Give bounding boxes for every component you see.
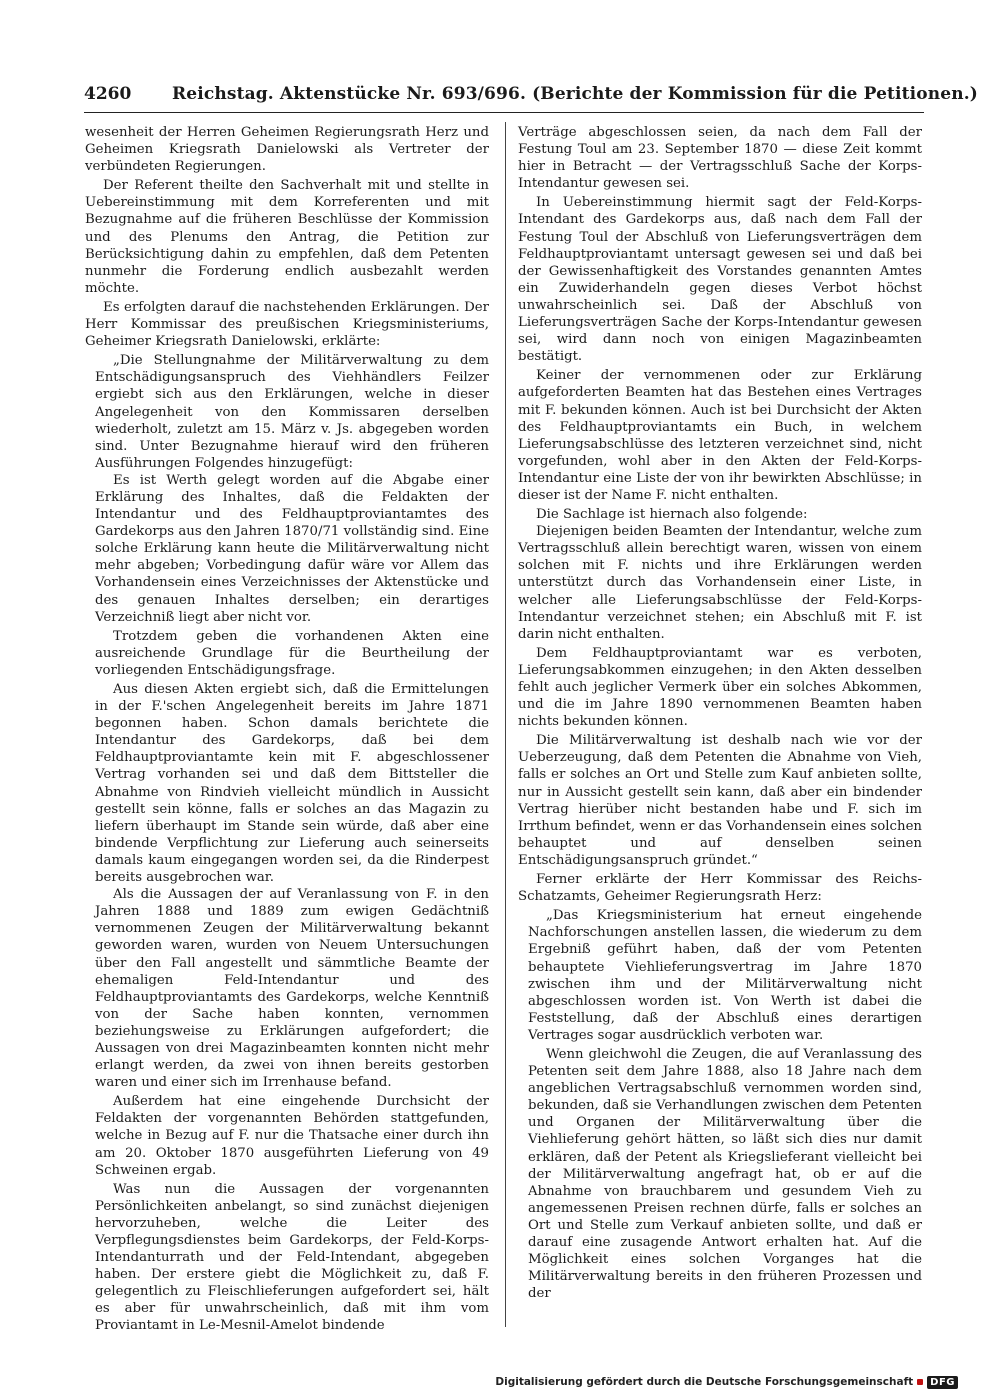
- footer-separator-icon: [917, 1379, 923, 1385]
- quoted-statement: [85, 352, 489, 1334]
- paragraph: Verträge abgeschlossen seien, da nach dem Fall der Festung Toul am 23. September 1870 — diese Zeit kommt hier in Betracht — der Vertragsschluß Sache der Korps-Intendantur gewesen sei.: [518, 125, 922, 192]
- paragraph: Es erfolgten darauf die nachstehenden Erklärungen. Der Herr Kommissar des preußischen Kriegsministeriums, Geheimer Kriegsrath Danielowski, erklärte:: [85, 299, 489, 350]
- footer-credit: [495, 1372, 958, 1392]
- paragraph: Diejenigen beiden Beamten der Intendantur, welche zum Vertragsschluß allein berechtigt waren, wissen von einem solchen mit F. nichts und ihre Erklärungen werden unterstützt durch das Vorhandensein einer Liste, in welcher alle Lieferungsabschlüsse der Feld-Korps-Intendantur verzeichnet stehen; ein Abschluß mit F. ist darin nicht enthalten.: [518, 524, 922, 642]
- paragraph: Keiner der vernommenen oder zur Erklärung aufgeforderten Beamten hat das Bestehen eines Vertrages mit F. bekunden können. Auch ist bei Durchsicht der Akten des Feldhauptproviantamts ein Buch, in welchem Lieferungsabschlüsse des letzteren verzeichnet sind, nicht vorgefunden, wohl aber in den Akten der Feld-Korps-Intendantur eine Liste der von ihr bewirkten Abschlüsse; in dieser ist der Name F. nicht enthalten.: [518, 368, 922, 503]
- paragraph: Aus diesen Akten ergiebt sich, daß die Ermittelungen in der F.'schen Angelegenheit bereits im Jahre 1871 begonnen haben. Schon damals berichtete die Intendantur des Gardekorps, daß bei dem Feldhauptproviantamte kein mit F. abgeschlossener Vertrag vorhanden sei und daß dem Bittsteller die Abnahme von Rindvieh vielleicht mündlich in Aussicht gestellt sein könne, falls er solches an das Magazin zu liefern überhaupt im Stande sein würde, daß aber eine bindende Verpflichtung zur Lieferung auch seinerseits damals kaum eingegangen worden sei, da die Rinderpest bereits ausgebrochen war.: [95, 682, 489, 886]
- paragraph: Es ist Werth gelegt worden auf die Abgabe einer Erklärung des Inhaltes, daß die Feldakten der Intendantur und des Feldhauptproviantamtes des Gardekorps aus den Jahren 1870/71 vollständig sind. Eine solche Erklärung kann heute die Militärverwaltung nicht mehr abgeben; Vorbedingung dafür wäre vor Allem das Vorhandensein eines Verzeichnisses der Aktenstücke und des genauen Inhaltes derselben; ein derartiges Verzeichniß liegt aber nicht vor.: [95, 472, 489, 625]
- paragraph: Was nun die Aussagen der vorgenannten Persönlichkeiten anbelangt, so sind zunächst diejenigen hervorzuheben, welche die Leiter des Verpflegungsdienstes beim Gardekorps, der Feld-Korps-Intendanturrath und der Feld-Intendant, abgegeben haben. Der erstere giebt die Möglichkeit zu, daß F. gelegentlich zu Fleischlieferungen aufgefordert sei, hält es aber für unwahrscheinlich, daß mit ihm vom Proviantamt in Le-Mesnil-Amelot bindende: [95, 1181, 489, 1334]
- paragraph: „Die Stellungnahme der Militärverwaltung zu dem Entschädigungsanspruch des Viehhändlers Feilzer ergiebt sich aus den Erklärungen, welche in dieser Angelegenheit von den Kommissaren derselben wiederholt, zuletzt am 15. März v. Js. abgegeben worden sind. Unter Bezugnahme hierauf wird den früheren Ausführungen Folgendes hinzugefügt:: [95, 353, 489, 471]
- paragraph: Der Referent theilte den Sachverhalt mit und stellte in Uebereinstimmung mit dem Korreferenten und mit Bezugnahme auf die früheren Beschlüsse der Kommission und des Plenums den Antrag, die Petition zur Berücksichtigung dahin zu empfehlen, daß dem Petenten nunmehr die Forderung endlich ausbezahlt werden möchte.: [85, 178, 489, 296]
- right-column: [518, 124, 922, 1302]
- running-title: Reichstag. Aktenstücke Nr. 693/696. (Berichte der Kommission für die Petitionen.): [172, 84, 978, 104]
- dfg-logo: DFG: [927, 1376, 958, 1389]
- paragraph: Dem Feldhauptproviantamt war es verboten, Lieferungsabkommen einzugehen; in den Akten desselben fehlt auch jeglicher Vermerk über ein solches Abkommen, und die im Jahre 1890 vernommenen Beamten haben nichts bekunden können.: [518, 645, 922, 730]
- paragraph: Wenn gleichwohl die Zeugen, die auf Veranlassung des Petenten seit dem Jahre 1888, also 18 Jahre nach dem angeblichen Vertragsabschluß vernommen worden sind, bekunden, daß sie Verhandlungen zwischen dem Petenten und Organen der Militärverwaltung über die Viehlieferung gehört hätten, so läßt sich dies nur damit erklären, daß der Petent als Kriegslieferant vielleicht bei der Militärverwaltung angefragt hat, ob er auf die Abnahme von brauchbarem und gesundem Vieh zu angemessenen Preisen rechnen dürfe, falls er solches an Ort und Stelle zum Verkauf anbieten sollte, und daß er darauf eine zusagende Antwort erhalten hat. Auf die Möglichkeit eines solchen Vorganges hat die Militärverwaltung bereits in den früheren Prozessen und der: [528, 1046, 922, 1302]
- paragraph: wesenheit der Herren Geheimen Regierungsrath Herz und Geheimen Kriegsrath Danielowski als Vertreter der verbündeten Regierungen.: [85, 125, 489, 175]
- column-divider: [505, 122, 506, 1327]
- left-column: [85, 124, 489, 1335]
- paragraph: Die Sachlage ist hiernach also folgende:: [536, 507, 808, 523]
- page-number: 4260: [84, 84, 132, 104]
- paragraph: Die Militärverwaltung ist deshalb nach wie vor der Ueberzeugung, daß dem Petenten die Abnahme von Vieh, falls er solches an Ort und Stelle zum Kauf anbieten sollte, nur in Aussicht gestellt sein kann, daß aber ein bindender Vertrag hierüber nicht bestanden habe und F. sich im Irrthum befindet, wenn er das Vorhandensein eines solchen behauptet und auf denselben seinen Entschädigungsanspruch gründet.“: [518, 733, 922, 868]
- paragraph: Ferner erklärte der Herr Kommissar des Reichs-Schatzamts, Geheimer Regierungsrath Herz:: [518, 872, 922, 905]
- paragraph: In Uebereinstimmung hiermit sagt der Feld-Korps-Intendant des Gardekorps aus, daß nach dem Fall der Festung Toul der Abschluß von Lieferungsverträgen dem Feldhauptproviantamt untersagt gewesen sei und daß bei der Gewissenhaftigkeit des Vorstandes genannten Amtes ein Zuwiderhandeln gegen dieses Verbot höchst unwahrscheinlich sei. Daß der Abschluß von Lieferungsverträgen Sache der Korps-Intendantur gewesen sei, wird dann noch von einigen Magazinbeamten bestätigt.: [518, 195, 922, 365]
- quoted-statement: [518, 907, 922, 1302]
- paragraph: Außerdem hat eine eingehende Durchsicht der Feldakten der vorgenannten Behörden stattgefunden, welche in Bezug auf F. nur die Thatsache einer durch ihn am 20. Oktober 1870 ausgeführten Lieferung von 49 Schweinen ergab.: [95, 1094, 489, 1178]
- paragraph: „Das Kriegsministerium hat erneut eingehende Nachforschungen anstellen lassen, die wiederum zu dem Ergebniß geführt haben, daß der vom Petenten behauptete Viehlieferungsvertrag im Jahre 1870 zwischen ihm und der Militärverwaltung nicht abgeschlossen worden ist. Von Werth ist dabei die Feststellung, daß der Abschluß eines derartigen Vertrages sogar ausdrücklich verboten war.: [528, 908, 922, 1043]
- page-header: [84, 80, 978, 110]
- paragraph: Trotzdem geben die vorhandenen Akten eine ausreichende Grundlage für die Beurtheilung der vorliegenden Entschädigungsfrage.: [95, 628, 489, 678]
- header-rule: [84, 112, 924, 113]
- paragraph: Als die Aussagen der auf Veranlassung von F. in den Jahren 1888 und 1889 zum ewigen Gedächtniß vernommenen Zeugen der Militärverwaltung bekannt geworden waren, wurden von Neuem Untersuchungen über den Fall angestellt und sämmtliche Beamte der ehemaligen Feld-Intendantur und des Feldhauptproviantamts des Gardekorps, welche Kenntniß von der Sache haben konnten, vernommen beziehungsweise zu Erklärungen aufgefordert; die Aussagen von drei Magazinbeamten konnten nicht mehr erlangt werden, da zwei von ihnen bereits gestorben waren und einer sich im Irrenhause befand.: [95, 887, 489, 1091]
- footer-text: Digitalisierung gefördert durch die Deutsche Forschungsgemeinschaft: [495, 1376, 914, 1388]
